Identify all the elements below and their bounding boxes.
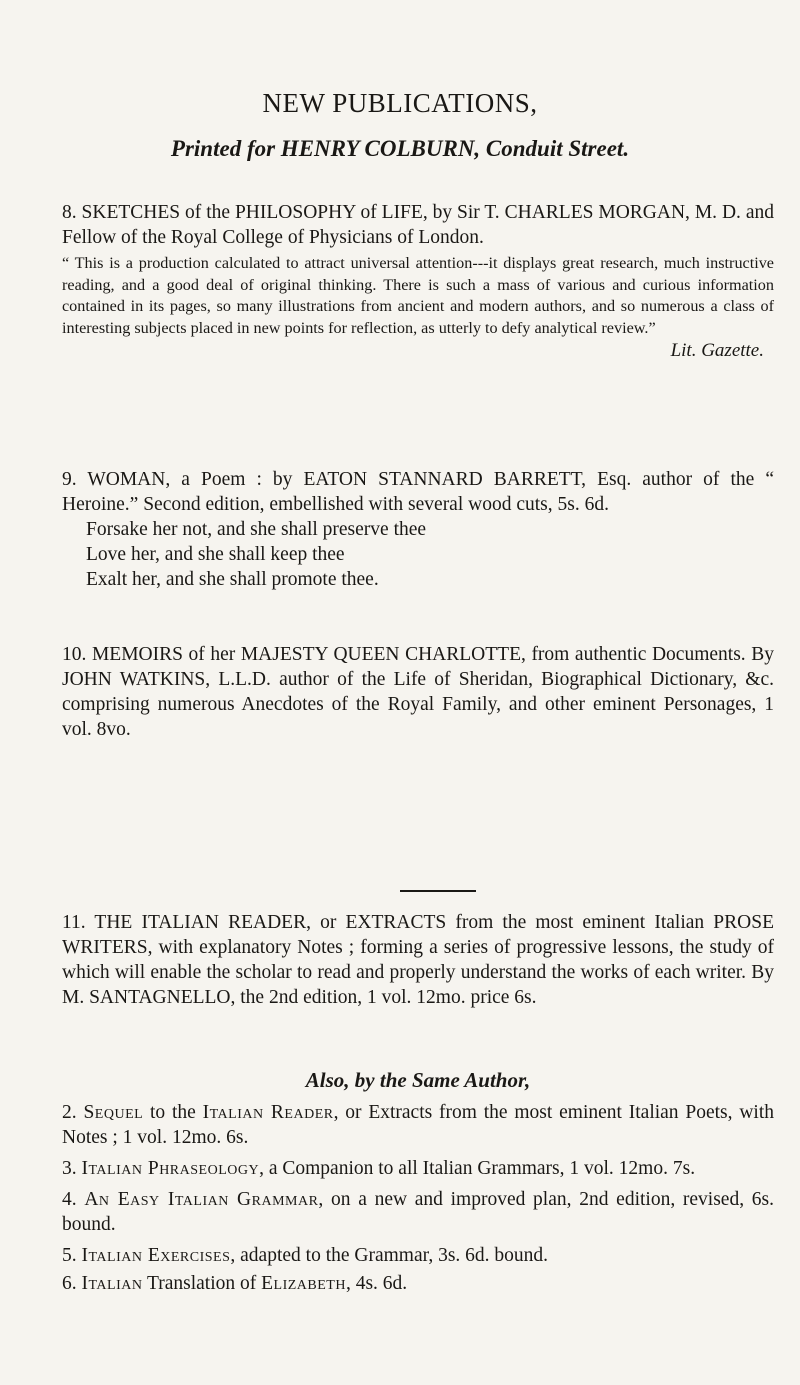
also-item-title: Italian Reader (202, 1102, 334, 1123)
entry-9-verse-line: Exalt her, and she shall promote thee. (86, 569, 379, 590)
also-item-title: An Easy Italian Grammar (84, 1189, 319, 1210)
entry-11-text: 11. THE ITALIAN READER, or EXTRACTS from the most eminent Italian PROSE WRITERS, with explanatory Notes ; forming a series of progressive lessons, the study of which will enable the scholar to read and properly understand the works of each writer. By M. SANTAGNELLO, the 2nd edition, 1 vol. 12mo. price 6s. (62, 912, 774, 1008)
also-item: 2. Sequel to the Italian Reader, or Extracts from the most eminent Italian Poets, with Notes ; 1 vol. 12mo. 6s. (62, 1102, 774, 1148)
publisher-imprint: Printed for HENRY COLBURN, Conduit Street. (170, 136, 630, 161)
also-item-title: Italian Phraseology (81, 1158, 260, 1179)
entry-8-text: 8. SKETCHES of the PHILOSOPHY of LIFE, by Sir T. CHARLES MORGAN, M. D. and Fellow of the Royal College of Physicians of London. (62, 202, 774, 248)
entry-10 (62, 642, 774, 742)
also-item: 3. Italian Phraseology, a Companion to all Italian Grammars, 1 vol. 12mo. 7s. (62, 1158, 696, 1179)
also-item: 5. Italian Exercises, adapted to the Grammar, 3s. 6d. bound. (62, 1245, 549, 1266)
entry-10-text: 10. MEMOIRS of her MAJESTY QUEEN CHARLOTTE, from authentic Documents. By JOHN WATKINS, L.L.D. author of the Life of Sheridan, Biographical Dictionary, &c. comprising numerous Anecdotes of the Royal Family, and other eminent Personages, 1 vol. 8vo. (62, 644, 774, 740)
entry-9-text: 9. WOMAN, a Poem : by EATON STANNARD BARRETT, Esq. author of the “ Heroine.” Second edition, embellished with several wood cuts, 5s. 6d. (62, 469, 774, 515)
entry-9-verse-line: Love her, and she shall keep thee (86, 544, 345, 565)
also-item-title: Italian Exercises (81, 1245, 231, 1266)
also-item-title: Italian (81, 1273, 143, 1294)
entry-8 (62, 200, 774, 362)
entry-8-review-quote: “ This is a production calculated to attract universal attention---it displays great research, much instructive reading, and a good deal of original thinking. There is such a mass of various and curious information contained in its pages, so many illustrations from ancient and modern authors, and so numerous a class of interesting subjects placed in new points for reflection, as utterly to defy analytical review.” (62, 254, 774, 337)
entry-11 (62, 910, 774, 1010)
also-item-title: Elizabeth (261, 1273, 346, 1294)
page-title: NEW PUBLICATIONS, (262, 88, 538, 118)
entry-9-verse-line: Forsake her not, and she shall preserve thee (86, 519, 427, 540)
also-item-title: Sequel (83, 1102, 144, 1123)
entry-9 (62, 467, 774, 592)
also-item: 6. Italian Translation of Elizabeth, 4s. 6d. (62, 1273, 408, 1294)
entry-8-review-source: Lit. Gazette. (670, 340, 764, 361)
also-by-author-section (62, 1066, 774, 1296)
section-divider (400, 890, 476, 892)
also-by-author-heading: Also, by the Same Author, (305, 1068, 531, 1092)
also-item: 4. An Easy Italian Grammar, on a new and improved plan, 2nd edition, revised, 6s. bound. (62, 1189, 775, 1235)
